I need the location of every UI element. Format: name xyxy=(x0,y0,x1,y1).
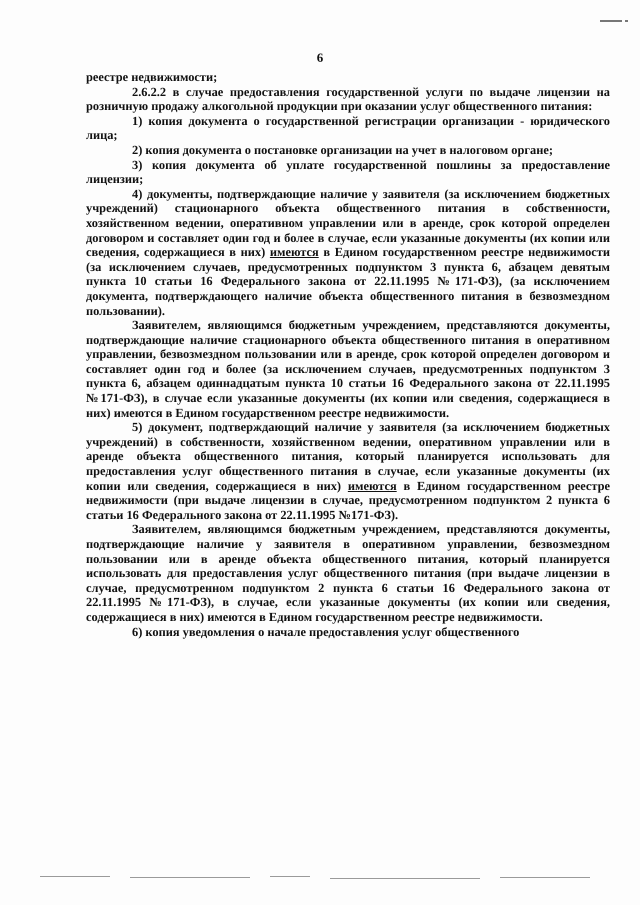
page-number: 6 xyxy=(316,50,324,65)
paragraph: Заявителем, являющимся бюджетным учреждением, представляются документы, подтверждающие наличие у заявителя в оперативном управлении, безвозмездном пользовании или в аренде объекта общественного питания, который планируется использовать для предоставления услуг общественного питания (при выдаче лицензии в случае, предусмотренном подпунктом 2 пункта 6 статьи 16 Федерального закона от 22.11.1995 №171-ФЗ), в случае, если указанные документы (их копии или сведения, содержащиеся в них) имеются в Едином государственном реестре недвижимости. xyxy=(86,522,610,624)
paragraph: 6) копия уведомления о начале предоставления услуг общественного xyxy=(132,624,520,639)
paragraph-text: 5) документ, подтверждающий наличие у заявителя (за исключением бюджетных учреждений) в собственности, хозяйственном ведении, оперативном управлении или в аренде объекта общественного питания, который планируется использовать для предоставления услуг общественного питания в случае, если указанные документы (их копии или сведения, содержащиеся в них) xyxy=(86,420,610,493)
paragraph: 2.6.2.2 в случае предоставления государственной услуги по выдаче лицензии на розничную продажу алкогольной продукции при оказании услуг общественного питания: xyxy=(86,84,610,114)
paragraph xyxy=(86,187,610,318)
underlined-word: имеются xyxy=(347,478,397,493)
paragraph: Заявителем, являющимся бюджетным учреждением, представляются документы, подтверждающие наличие стационарного объекта общественного питания в оперативном управлении, безвозмездном пользовании или в аренде, срок которой определен договором и составляет один год и более (за исключением случаев, предусмотренных подпунктом 3 пункта 6, абзацем одиннадцатым пункта 10 статьи 16 Федерального закона от 22.11.1995 №171-ФЗ), в случае если указанные документы (их копии или сведения, содержащиеся в них) имеются в Едином государственном реестре недвижимости. xyxy=(86,318,610,420)
scan-corner-mark xyxy=(600,20,622,22)
paragraph xyxy=(86,420,610,522)
underlined-word: имеются xyxy=(269,245,319,260)
paragraph: 1) копия документа о государственной регистрации организации - юридического лица; xyxy=(86,113,610,143)
paragraph: 2) копия документа о постановке организации на учет в налоговом органе; xyxy=(132,142,553,157)
paragraph-text: 4) документы, подтверждающие наличие у заявителя (за исключением бюджетных учреждений) стационарного объекта общественного питания в собственности, хозяйственном ведении, оперативном управлении или в аренде, срок которой определен договором и составляет один год и более в случае, если указанные документы (их копии или сведения, содержащиеся в них) xyxy=(86,186,610,260)
document-body xyxy=(86,70,610,639)
paragraph-text: в Едином государственном реестре недвижимости (при выдаче лицензии в случае, предусмотренном подпунктом 2 пункта 6 статьи 16 Федерального закона от 22.11.1995 №171-ФЗ). xyxy=(86,478,610,522)
scan-footer-artifact xyxy=(40,868,600,888)
paragraph-text: в Едином государственном реестре недвижимости (за исключением случаев, предусмотренных подпунктом 3 пункта 6, абзацем девятым пункта 10 статьи 16 Федерального закона от 22.11.1995 №171-ФЗ), (за исключением документа, подтверждающего наличие объекта общественного питания в безвозмездном пользовании). xyxy=(86,245,610,318)
paragraph: 3) копия документа об уплате государственной пошлины за предоставление лицензии; xyxy=(86,157,610,187)
paragraph: реестре недвижимости; xyxy=(86,70,218,84)
